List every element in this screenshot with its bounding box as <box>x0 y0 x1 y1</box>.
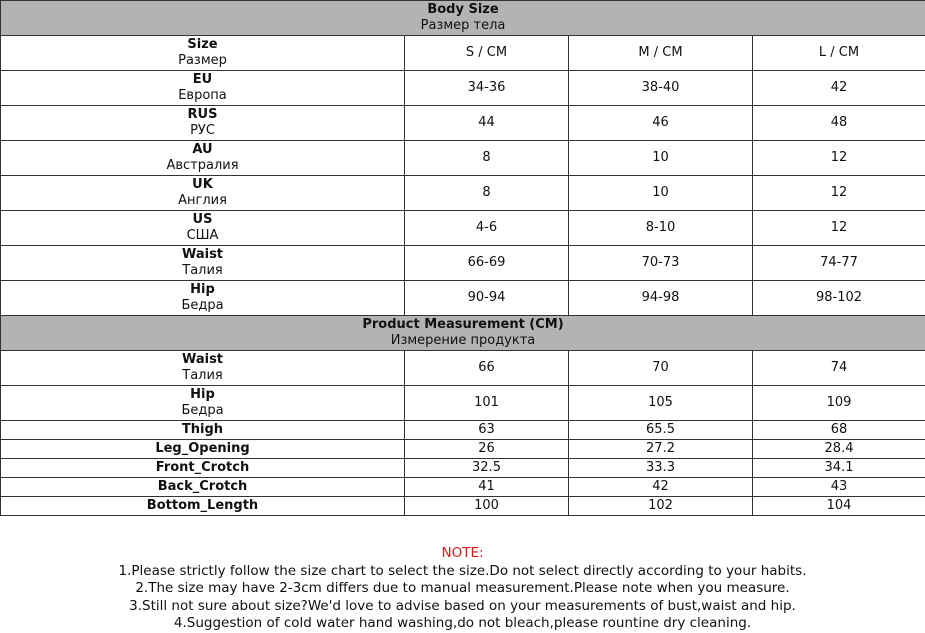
table-cell: 48 <box>753 106 925 141</box>
row-sublabel: РУС <box>190 123 215 138</box>
table-row <box>1 211 925 246</box>
row-label: Leg_Opening <box>155 441 250 456</box>
table-cell: 90-94 <box>405 281 569 316</box>
row-label-cell <box>1 497 405 516</box>
row-sublabel: Размер <box>178 53 227 68</box>
row-sublabel: США <box>186 228 219 243</box>
table-cell: 12 <box>753 141 925 176</box>
row-label: AU <box>192 142 213 157</box>
table-row <box>1 176 925 211</box>
table-cell: M / CM <box>569 36 753 71</box>
row-label-cell <box>1 459 405 478</box>
table-cell: 10 <box>569 176 753 211</box>
table-cell: 26 <box>405 440 569 459</box>
table-cell: 27.2 <box>569 440 753 459</box>
table-cell: 74-77 <box>753 246 925 281</box>
body-size-subtitle: Размер тела <box>420 18 506 33</box>
table-cell: 102 <box>569 497 753 516</box>
row-label-cell <box>1 386 405 421</box>
table-cell: 42 <box>569 478 753 497</box>
table-row <box>1 440 925 459</box>
table-cell: 70-73 <box>569 246 753 281</box>
table-row <box>1 71 925 106</box>
row-label: Hip <box>190 282 215 297</box>
row-sublabel: Европа <box>178 88 227 103</box>
table-cell: 42 <box>753 71 925 106</box>
row-sublabel: Бедра <box>181 403 224 418</box>
table-cell: 44 <box>405 106 569 141</box>
table-cell: L / CM <box>753 36 925 71</box>
table-cell: 65.5 <box>569 421 753 440</box>
row-label-cell <box>1 246 405 281</box>
row-label: Front_Crotch <box>155 460 250 475</box>
row-label: Hip <box>190 387 215 402</box>
row-sublabel: Австралия <box>166 158 239 173</box>
table-cell: 41 <box>405 478 569 497</box>
table-cell: 63 <box>405 421 569 440</box>
table-row <box>1 36 925 71</box>
table-cell: 70 <box>569 351 753 386</box>
table-cell: 46 <box>569 106 753 141</box>
row-sublabel: Талия <box>182 368 223 383</box>
note-line-2: 2.The size may have 2-3cm differs due to manual measurement.Please note when you measure. <box>135 580 790 596</box>
body-size-title: Body Size <box>427 2 499 17</box>
table-cell: S / CM <box>405 36 569 71</box>
table-row <box>1 386 925 421</box>
row-label-cell <box>1 106 405 141</box>
row-label-cell <box>1 176 405 211</box>
table-cell: 34.1 <box>753 459 925 478</box>
table-cell: 101 <box>405 386 569 421</box>
row-label-cell <box>1 141 405 176</box>
note-line-1: 1.Please strictly follow the size chart to select the size.Do not select directly according to your habits. <box>118 562 807 579</box>
row-label-cell <box>1 440 405 459</box>
table-row <box>1 497 925 516</box>
row-label-cell <box>1 71 405 106</box>
table-cell: 104 <box>753 497 925 516</box>
table-cell: 8 <box>405 176 569 211</box>
row-label-cell <box>1 211 405 246</box>
table-row <box>1 106 925 141</box>
note-line-3: 3.Still not sure about size?We'd love to advise based on your measurements of bust,waist and hip. <box>129 597 796 614</box>
table-cell: 12 <box>753 176 925 211</box>
table-cell: 28.4 <box>753 440 925 459</box>
row-sublabel: Талия <box>182 263 223 278</box>
table-cell: 4-6 <box>405 211 569 246</box>
table-cell: 105 <box>569 386 753 421</box>
row-label-cell <box>1 421 405 440</box>
body-size-header <box>1 1 925 36</box>
row-sublabel: Бедра <box>181 298 224 313</box>
row-label: Size <box>187 37 218 52</box>
table-cell: 68 <box>753 421 925 440</box>
table-row <box>1 351 925 386</box>
table-cell: 12 <box>753 211 925 246</box>
body-size-header-row <box>1 1 925 36</box>
product-measurement-title: Product Measurement (CM) <box>362 317 564 332</box>
row-label: Back_Crotch <box>157 479 248 494</box>
row-label: US <box>192 212 213 227</box>
table-cell: 8 <box>405 141 569 176</box>
size-chart-body <box>1 1 925 516</box>
notes-section <box>0 545 925 633</box>
row-label-cell <box>1 351 405 386</box>
table-cell: 98-102 <box>753 281 925 316</box>
row-label: EU <box>192 72 213 87</box>
row-sublabel: Англия <box>178 193 227 208</box>
table-cell: 100 <box>405 497 569 516</box>
row-label: RUS <box>187 107 218 122</box>
product-measurement-header-row <box>1 316 925 351</box>
row-label-cell <box>1 281 405 316</box>
product-measurement-header <box>1 316 925 351</box>
table-row <box>1 459 925 478</box>
row-label-cell <box>1 36 405 71</box>
table-cell: 66-69 <box>405 246 569 281</box>
table-cell: 34-36 <box>405 71 569 106</box>
table-cell: 33.3 <box>569 459 753 478</box>
table-cell: 94-98 <box>569 281 753 316</box>
table-cell: 8-10 <box>569 211 753 246</box>
table-cell: 109 <box>753 386 925 421</box>
product-measurement-subtitle: Измерение продукта <box>390 333 536 348</box>
table-row <box>1 421 925 440</box>
table-cell: 43 <box>753 478 925 497</box>
table-cell: 74 <box>753 351 925 386</box>
row-label: UK <box>192 177 213 192</box>
table-row <box>1 246 925 281</box>
table-row <box>1 281 925 316</box>
table-cell: 38-40 <box>569 71 753 106</box>
row-label: Bottom_Length <box>146 498 259 513</box>
row-label-cell <box>1 478 405 497</box>
note-line-4: 4.Suggestion of cold water hand washing,do not bleach,please rountine dry cleaning. <box>173 615 752 631</box>
table-row <box>1 141 925 176</box>
row-label: Waist <box>181 352 224 367</box>
table-cell: 66 <box>405 351 569 386</box>
row-label: Thigh <box>181 422 224 437</box>
row-label: Waist <box>181 247 224 262</box>
table-cell: 32.5 <box>405 459 569 478</box>
table-row <box>1 478 925 497</box>
table-cell: 10 <box>569 141 753 176</box>
note-title: NOTE: <box>441 545 484 561</box>
